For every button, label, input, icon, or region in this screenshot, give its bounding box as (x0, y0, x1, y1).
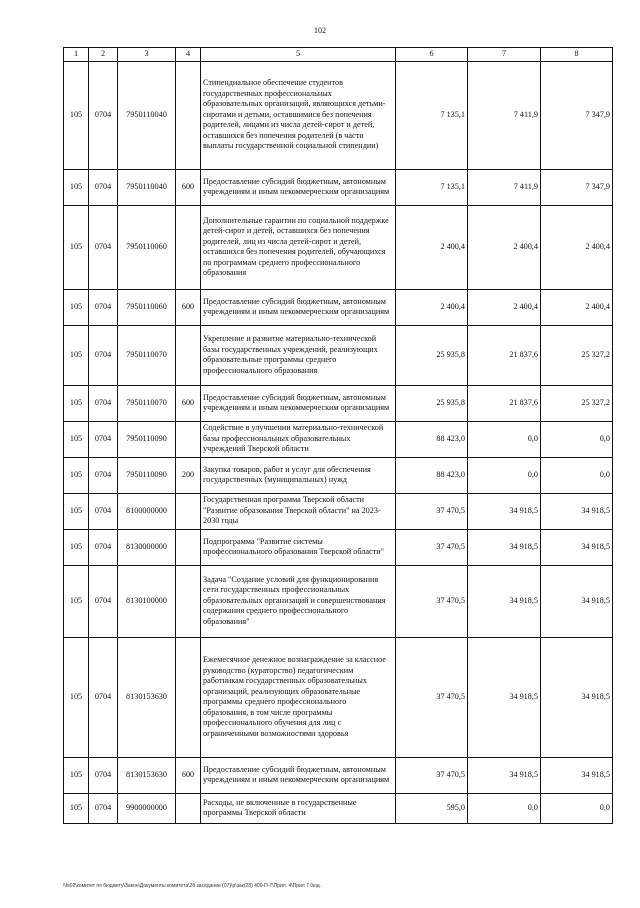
budget-table (63, 47, 613, 824)
amount-year-3-cell: 34 918,5 (541, 757, 613, 793)
section-code-cell: 0704 (89, 457, 118, 493)
amount-year-1-cell: 88 423,0 (396, 457, 468, 493)
description-cell: Предоставление субсидий бюджетным, автономным учреждениям и иным некоммерческим организациям (201, 289, 396, 325)
description-cell: Задача "Создание условий для функционирования сети государственных профессиональных образовательных организаций и совершенствования содержания среднего профессионального образования" (201, 565, 396, 637)
amount-year-2-cell: 21 837,6 (468, 385, 541, 421)
admin-code-cell: 105 (64, 205, 89, 289)
expense-type-cell: 600 (176, 757, 201, 793)
expense-type-cell (176, 493, 201, 529)
amount-year-3-cell: 0,0 (541, 421, 613, 457)
table-row (64, 205, 613, 289)
table-row (64, 529, 613, 565)
target-article-cell: 7950110070 (118, 325, 176, 385)
amount-year-1-cell: 7 135,1 (396, 169, 468, 205)
table-row (64, 61, 613, 169)
section-code-cell: 0704 (89, 289, 118, 325)
expense-type-cell (176, 637, 201, 757)
admin-code-cell: 105 (64, 169, 89, 205)
amount-year-3-cell: 0,0 (541, 793, 613, 823)
section-code-cell: 0704 (89, 385, 118, 421)
target-article-cell: 7950110060 (118, 205, 176, 289)
column-header: 3 (118, 48, 176, 62)
amount-year-1-cell: 2 400,4 (396, 289, 468, 325)
amount-year-1-cell: 37 470,5 (396, 493, 468, 529)
amount-year-3-cell: 2 400,4 (541, 205, 613, 289)
column-header: 1 (64, 48, 89, 62)
table-row (64, 757, 613, 793)
section-code-cell: 0704 (89, 757, 118, 793)
target-article-cell: 7950110090 (118, 457, 176, 493)
amount-year-2-cell: 34 918,5 (468, 493, 541, 529)
expense-type-cell: 600 (176, 385, 201, 421)
amount-year-3-cell: 25 327,2 (541, 325, 613, 385)
target-article-cell: 8130000000 (118, 529, 176, 565)
column-header: 4 (176, 48, 201, 62)
table-row (64, 289, 613, 325)
amount-year-3-cell: 7 347,9 (541, 169, 613, 205)
admin-code-cell: 105 (64, 757, 89, 793)
amount-year-1-cell: 2 400,4 (396, 205, 468, 289)
expense-type-cell: 600 (176, 169, 201, 205)
amount-year-3-cell: 34 918,5 (541, 637, 613, 757)
description-cell: Государственная программа Тверской области "Развитие образования Тверской области" на 2023-2030 годы (201, 493, 396, 529)
section-code-cell: 0704 (89, 565, 118, 637)
table-row (64, 325, 613, 385)
amount-year-2-cell: 34 918,5 (468, 565, 541, 637)
amount-year-3-cell: 25 327,2 (541, 385, 613, 421)
page-number: 102 (314, 26, 326, 35)
admin-code-cell: 105 (64, 61, 89, 169)
amount-year-1-cell: 37 470,5 (396, 757, 468, 793)
expense-type-cell (176, 205, 201, 289)
expense-type-cell (176, 61, 201, 169)
amount-year-3-cell: 34 918,5 (541, 565, 613, 637)
amount-year-2-cell: 2 400,4 (468, 205, 541, 289)
table-row (64, 493, 613, 529)
expense-type-cell (176, 529, 201, 565)
amount-year-1-cell: 37 470,5 (396, 637, 468, 757)
description-cell: Ежемесячное денежное вознаграждение за классное руководство (кураторство) педагогическим работникам государственных образовательных организаций, реализующих образовательные программы среднего профессионального образования, в том числе программы профессионального обучения для лиц с ограниченными возможностями здоровья (201, 637, 396, 757)
table-row (64, 385, 613, 421)
target-article-cell: 8130153630 (118, 757, 176, 793)
description-cell: Расходы, не включенные в государственные программы Тверской области (201, 793, 396, 823)
amount-year-2-cell: 34 918,5 (468, 529, 541, 565)
column-header: 5 (201, 48, 396, 62)
section-code-cell: 0704 (89, 325, 118, 385)
admin-code-cell: 105 (64, 529, 89, 565)
description-cell: Подпрограмма "Развитие системы профессионального образования Тверской области" (201, 529, 396, 565)
amount-year-1-cell: 25 935,8 (396, 385, 468, 421)
expense-type-cell (176, 793, 201, 823)
amount-year-1-cell: 88 423,0 (396, 421, 468, 457)
admin-code-cell: 105 (64, 493, 89, 529)
target-article-cell: 7950110040 (118, 169, 176, 205)
amount-year-2-cell: 0,0 (468, 457, 541, 493)
table-row (64, 457, 613, 493)
admin-code-cell: 105 (64, 637, 89, 757)
amount-year-2-cell: 2 400,4 (468, 289, 541, 325)
footer-file-path: \\fs02\комитет по бюджету\Закон\Документы комитета\28 заседание (07)\р\зак(28) 409-П-7\Прил. 4\Прил 7 бюд. (63, 883, 322, 889)
section-code-cell: 0704 (89, 529, 118, 565)
amount-year-2-cell: 7 411,9 (468, 61, 541, 169)
column-number-row (64, 48, 613, 62)
column-header: 6 (396, 48, 468, 62)
table-row (64, 565, 613, 637)
target-article-cell: 7950110060 (118, 289, 176, 325)
amount-year-2-cell: 0,0 (468, 421, 541, 457)
section-code-cell: 0704 (89, 169, 118, 205)
section-code-cell: 0704 (89, 421, 118, 457)
amount-year-3-cell: 0,0 (541, 457, 613, 493)
amount-year-1-cell: 37 470,5 (396, 529, 468, 565)
expense-type-cell (176, 565, 201, 637)
section-code-cell: 0704 (89, 205, 118, 289)
column-header: 2 (89, 48, 118, 62)
amount-year-3-cell: 34 918,5 (541, 493, 613, 529)
amount-year-1-cell: 595,0 (396, 793, 468, 823)
section-code-cell: 0704 (89, 637, 118, 757)
admin-code-cell: 105 (64, 565, 89, 637)
description-cell: Закупка товаров, работ и услуг для обеспечения государственных (муниципальных) нужд (201, 457, 396, 493)
section-code-cell: 0704 (89, 793, 118, 823)
amount-year-1-cell: 7 135,1 (396, 61, 468, 169)
column-header: 7 (468, 48, 541, 62)
target-article-cell: 9900000000 (118, 793, 176, 823)
amount-year-1-cell: 37 470,5 (396, 565, 468, 637)
description-cell: Предоставление субсидий бюджетным, автономным учреждениям и иным некоммерческим организациям (201, 169, 396, 205)
section-code-cell: 0704 (89, 493, 118, 529)
table-body (64, 61, 613, 823)
description-cell: Предоставление субсидий бюджетным, автономным учреждениям и иным некоммерческим организациям (201, 757, 396, 793)
expense-type-cell: 600 (176, 289, 201, 325)
expense-type-cell (176, 421, 201, 457)
target-article-cell: 8130153630 (118, 637, 176, 757)
amount-year-3-cell: 2 400,4 (541, 289, 613, 325)
description-cell: Стипендиальное обеспечение студентов государственных профессиональных образовательных организаций, являющихся детьми-сиротами и детьми, оставшимися без попечения родителей, лицами из числа детей-сирот и детей, оставшихся без попечения родителей (в части выплаты государственной социальной стипендии) (201, 61, 396, 169)
description-cell: Дополнительные гарантии по социальной поддержке детей-сирот и детей, оставшихся без попечения родителей, лиц из числа детей-сирот и детей, оставшихся без попечения родителей, обучающихся по программам среднего профессионального образования (201, 205, 396, 289)
amount-year-2-cell: 7 411,9 (468, 169, 541, 205)
amount-year-2-cell: 34 918,5 (468, 637, 541, 757)
description-cell: Содействие в улучшении материально-технической базы профессиональных образовательных учреждений Тверской области (201, 421, 396, 457)
target-article-cell: 7950110090 (118, 421, 176, 457)
amount-year-2-cell: 34 918,5 (468, 757, 541, 793)
target-article-cell: 7950110040 (118, 61, 176, 169)
table-row (64, 637, 613, 757)
admin-code-cell: 105 (64, 385, 89, 421)
target-article-cell: 8100000000 (118, 493, 176, 529)
table-row (64, 169, 613, 205)
expense-type-cell (176, 325, 201, 385)
admin-code-cell: 105 (64, 793, 89, 823)
amount-year-2-cell: 0,0 (468, 793, 541, 823)
section-code-cell: 0704 (89, 61, 118, 169)
table-row (64, 421, 613, 457)
amount-year-1-cell: 25 935,8 (396, 325, 468, 385)
admin-code-cell: 105 (64, 325, 89, 385)
admin-code-cell: 105 (64, 289, 89, 325)
target-article-cell: 7950110070 (118, 385, 176, 421)
description-cell: Предоставление субсидий бюджетным, автономным учреждениям и иным некоммерческим организациям (201, 385, 396, 421)
column-header: 8 (541, 48, 613, 62)
amount-year-3-cell: 7 347,9 (541, 61, 613, 169)
admin-code-cell: 105 (64, 421, 89, 457)
description-cell: Укрепление и развитие материально-технической базы государственных учреждений, реализующих образовательные программы среднего профессионального образования (201, 325, 396, 385)
expense-type-cell: 200 (176, 457, 201, 493)
table-row (64, 793, 613, 823)
amount-year-2-cell: 21 837,6 (468, 325, 541, 385)
target-article-cell: 8130100000 (118, 565, 176, 637)
amount-year-3-cell: 34 918,5 (541, 529, 613, 565)
admin-code-cell: 105 (64, 457, 89, 493)
